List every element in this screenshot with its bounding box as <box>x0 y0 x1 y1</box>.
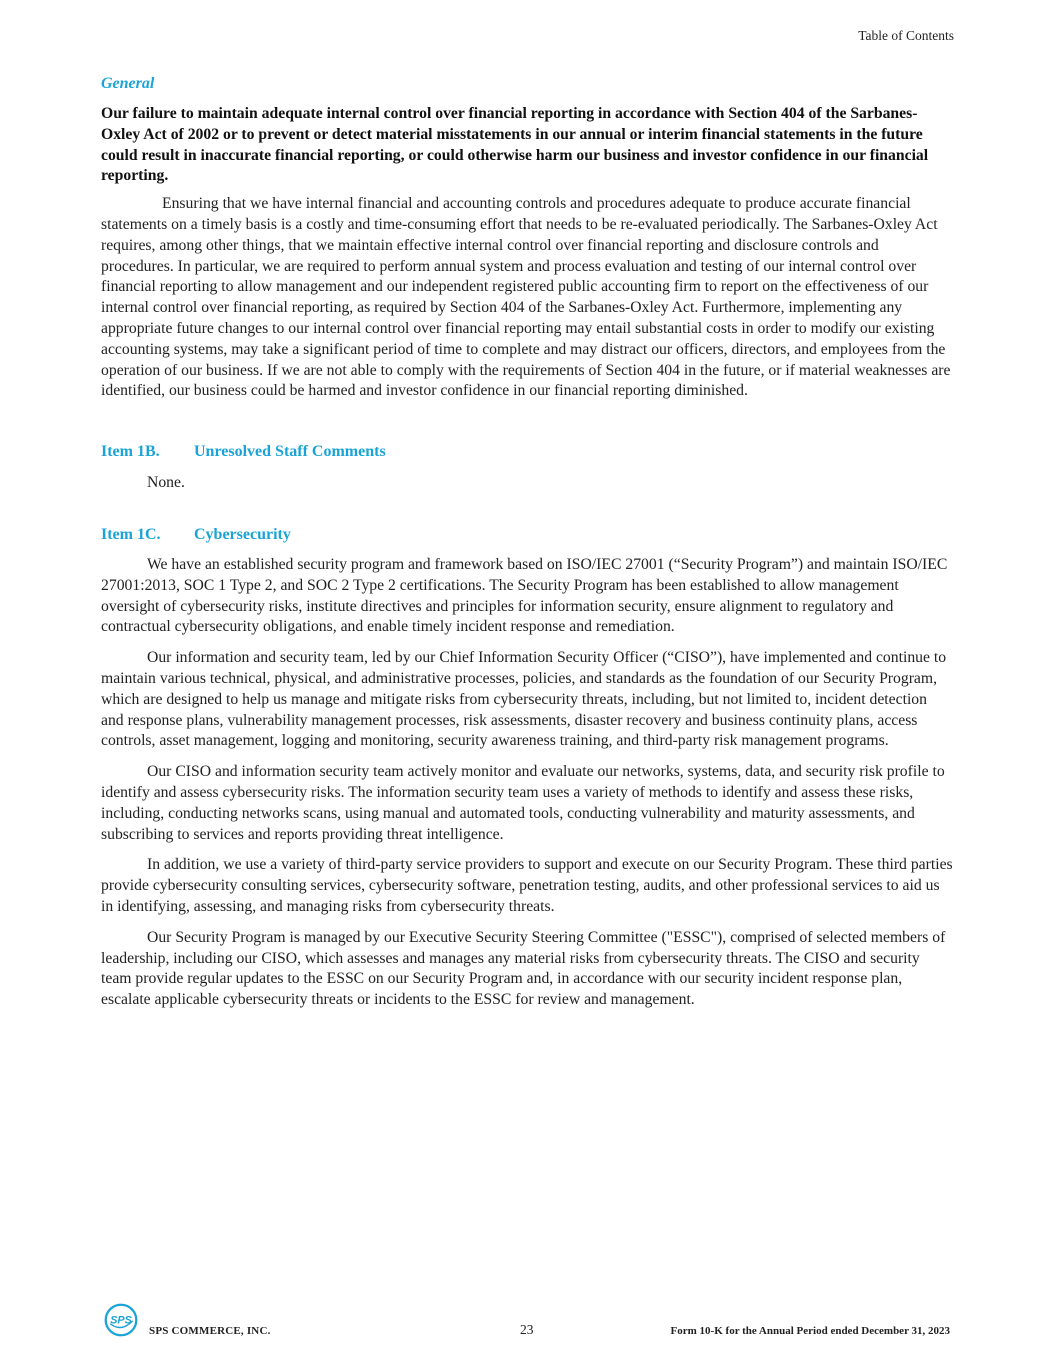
sps-logo-text: SPS <box>110 1314 132 1327</box>
cybersecurity-paragraph-3: Our CISO and information security team actively monitor and evaluate our networks, systems, data, and security risk profile to identify and assess cybersecurity risks. The information security team uses a variety of methods to identify and assess these risks, including, conducting networks scans, using manual and automated tools, conducting vulnerability and maturity assessments, and subscribing to services and reports providing threat intelligence. <box>101 763 945 843</box>
table-of-contents-link[interactable]: Table of Contents <box>858 28 954 43</box>
page-number: 23 <box>520 1322 534 1337</box>
item-1c-heading <box>101 525 953 545</box>
general-heading: General <box>101 75 155 92</box>
item-1b-title: Unresolved Staff Comments <box>194 443 386 461</box>
item-1b-heading <box>101 442 953 462</box>
page-footer <box>101 1300 953 1342</box>
risk-factor-title: Our failure to maintain adequate internal control over financial reporting in accordance with Section 404 of the Sarbanes-Oxley Act of 2002 or to prevent or detect material misstatements in our annual or interim financial statements in the future could result in inaccurate financial reporting, or could otherwise harm our business and investor confidence in our financial reporting. <box>101 105 929 185</box>
cybersecurity-paragraph-4: In addition, we use a variety of third-party service providers to support and execute on our Security Program. These third parties provide cybersecurity consulting services, cybersecurity software, penetration testing, audits, and other professional services to aid us in identifying, assessing, and managing risks from cybersecurity threats. <box>101 856 953 915</box>
item-1b-number: Item 1B. <box>101 443 160 461</box>
cybersecurity-paragraph-5: Our Security Program is managed by our Executive Security Steering Committee ("ESSC"), comprised of selected members of leadership, including our CISO, which assesses and manages any material risks from cybersecurity threats. The CISO and security team provide regular updates to the ESSC on our Security Program and, in accordance with our security incident response plan, escalate applicable cybersecurity threats or incidents to the ESSC for review and management. <box>101 928 946 1009</box>
page-content <box>101 74 953 1021</box>
company-name: SPS COMMERCE, INC. <box>149 1325 271 1337</box>
risk-factor-paragraph: Ensuring that we have internal financial and accounting controls and procedures adequate to produce accurate financial statements on a timely basis is a costly and time-consuming effort that needs to be re-evaluated periodically. The Sarbanes-Oxley Act requires, among other things, that we maintain effective internal control over financial reporting and disclosure controls and procedures. In particular, we are required to perform annual system and process evaluation and testing of our internal control over financial reporting to allow management and our independent registered public accounting firm to report on the effectiveness of our internal control over financial reporting, as required by Section 404 of the Sarbanes-Oxley Act. Furthermore, implementing any appropriate future changes to our internal control over financial reporting may entail substantial costs in order to modify our existing accounting systems, may take a significant period of time to complete and may distract our officers, directors, and employees from the operation of our business. If we are not able to comply with the requirements of Section 404 in the future, or if material weaknesses are identified, our business could be harmed and investor confidence in our financial reporting diminished. <box>101 195 951 400</box>
item-1b-body: None. <box>147 474 185 492</box>
sps-logo-icon <box>103 1302 139 1338</box>
cybersecurity-paragraph-2: Our information and security team, led by our Chief Information Security Officer (“CISO”), have implemented and continue to maintain various technical, physical, and administrative processes, policies, and standards as the foundation of our Security Program, which are designed to help us manage and mitigate risks from cybersecurity threats, including, but not limited to, incident detection and response plans, vulnerability management processes, risk assessments, disaster recovery and business continuity plans, access controls, asset management, logging and monitoring, security awareness training, and third-party risk management programs. <box>101 649 947 750</box>
form-label: Form 10-K for the Annual Period ended December 31, 2023 <box>670 1325 950 1337</box>
cybersecurity-paragraph-1: We have an established security program and framework based on ISO/IEC 27001 (“Security Program”) and maintain ISO/IEC 27001:2013, SOC 1 Type 2, and SOC 2 Type 2 certifications. The Security Program has been established to allow management oversight of cybersecurity risks, institute directives and principles for information security, ensure alignment to regulatory and contractual cybersecurity obligations, and enable timely incident response and remediation. <box>101 555 948 636</box>
item-1c-number: Item 1C. <box>101 525 161 543</box>
item-1c-title: Cybersecurity <box>194 525 291 543</box>
